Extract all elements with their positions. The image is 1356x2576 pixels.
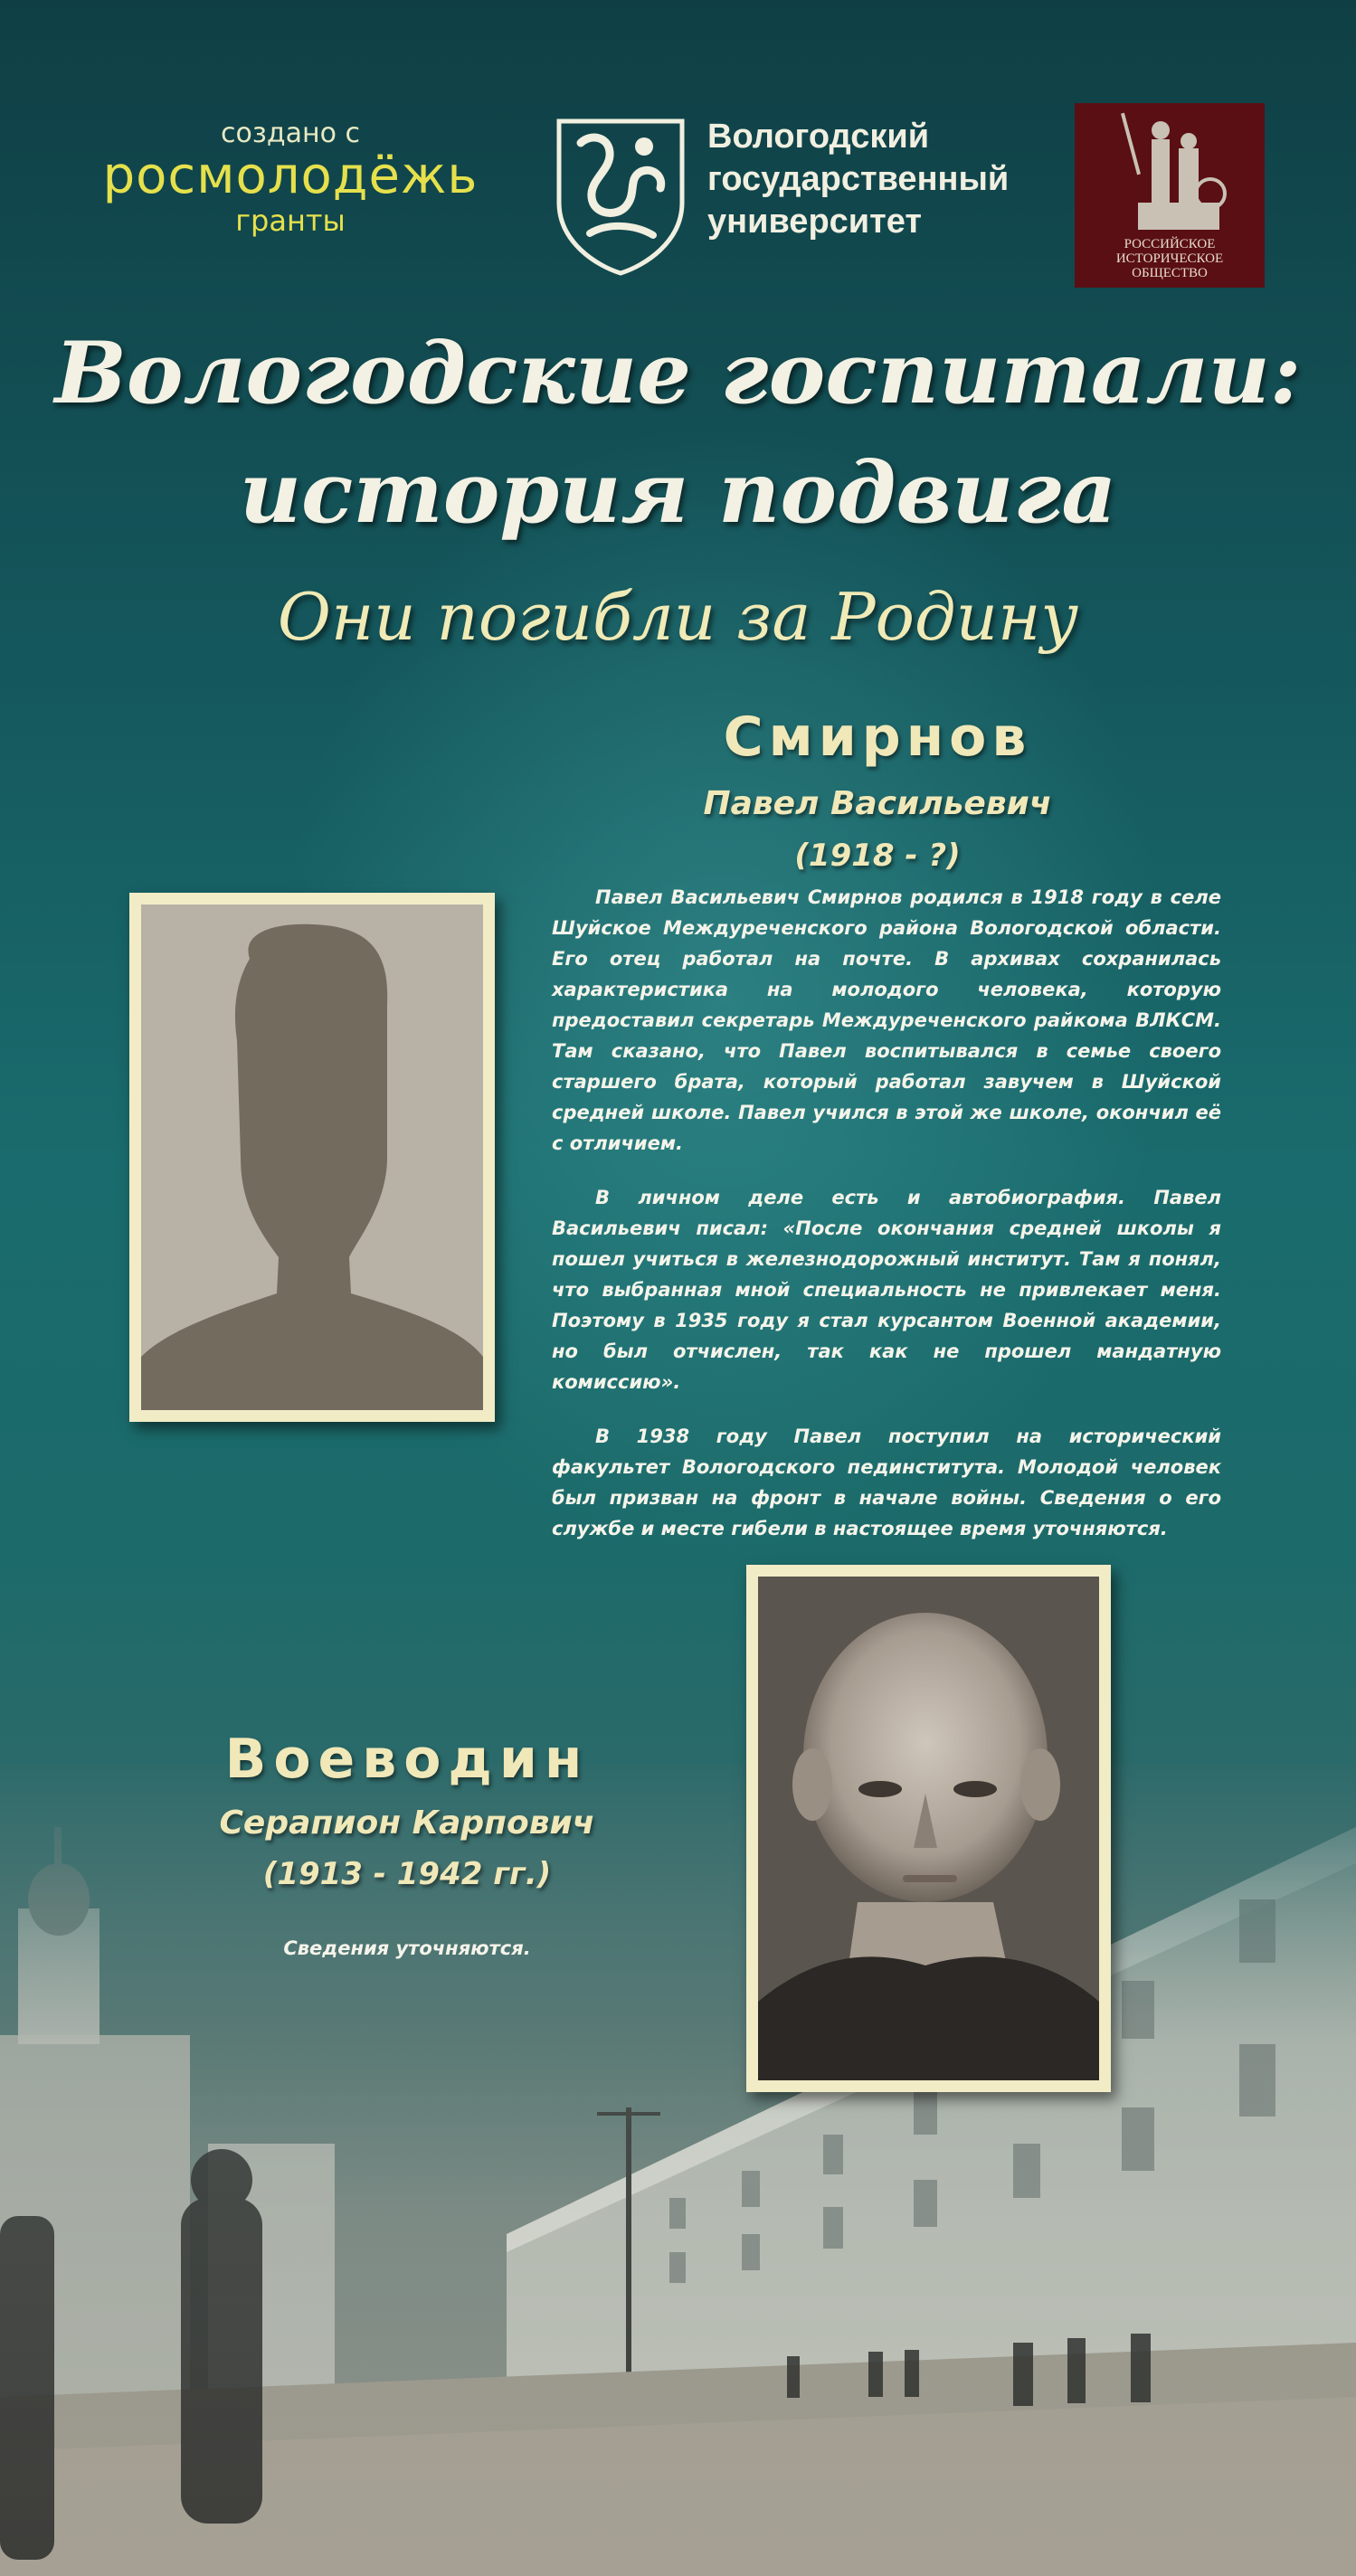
- person2-note: Сведения уточняются.: [283, 1937, 531, 1959]
- university-name: [707, 116, 1009, 243]
- society-logo: [1075, 103, 1265, 288]
- person2-years: (1913 - 1942 гг.): [262, 1856, 552, 1892]
- sponsor-line3: гранты: [235, 204, 346, 238]
- portrait-photo: [758, 1577, 1099, 2080]
- silhouette-placeholder-icon: [141, 904, 483, 1410]
- person1-photo: [141, 904, 483, 1410]
- society-name: [1075, 237, 1265, 280]
- university-line2: государственный: [707, 160, 1010, 198]
- bio-paragraph-2: В личном деле есть и автобиография. Павел Васильевич писал: «После окончания средней школы я пошел учиться в железнодорожный институт. Там я понял, что выбранная мной специальность не привлекает меня. Поэтому в 1935 году я стал курсантом Военной академии, но был отчислен, так как не прошел мандатную комиссию».: [552, 1187, 1221, 1393]
- person2-photo: [758, 1577, 1099, 2080]
- sponsor-logo: [87, 118, 494, 238]
- university-line1: Вологодский: [707, 118, 930, 156]
- monument-logo: [1075, 103, 1265, 239]
- bio-paragraph-3: В 1938 году Павел поступил на исторический факультет Вологодского пединститута. Молодой человек был призван на фронт в начале войны. Сведения о его службе и месте гибели в настоящее время уточняются.: [552, 1425, 1221, 1539]
- person1-years: (1918 - ?): [794, 838, 961, 874]
- sponsor-brand: росмолодёжь: [102, 147, 479, 205]
- person2-photo-frame: [746, 1565, 1111, 2092]
- person1-given-name: Павел Васильевич: [703, 785, 1052, 822]
- subtitle: Они погибли за Родину: [277, 579, 1079, 655]
- vsu-shield-logo: [554, 116, 687, 277]
- society-line3: ОБЩЕСТВО: [1132, 266, 1208, 280]
- bio-paragraph-1: Павел Васильевич Смирнов родился в 1918 году в селе Шуйское Междуреченского района Вологодской области. Его отец работал на почте. В архивах сохранилась характеристика на молодого человека, которую предоставил секретарь Междуреченского райкома ВЛКСМ. Там сказано, что Павел воспитывался в семье своего старшего брата, который работал завучем в Шуйской средней школе. Павел учился в этой же школе, окончил её с отличием.: [552, 886, 1221, 1154]
- title-line1: Вологодские госпитали:: [54, 324, 1302, 423]
- sponsor-line1: создано с: [221, 118, 360, 149]
- person2-surname: Воеводин: [224, 1728, 590, 1791]
- person1-surname: Смирнов: [723, 706, 1032, 769]
- society-line2: ИСТОРИЧЕСКОЕ: [1115, 251, 1224, 266]
- university-line3: университет: [707, 203, 922, 241]
- person1-photo-frame: [129, 893, 495, 1422]
- title-line2: история подвига: [239, 443, 1117, 543]
- person2-given-name: Серапион Карпович: [219, 1804, 595, 1842]
- person1-biography: [552, 882, 1221, 1567]
- society-line1: РОССИЙСКОЕ: [1124, 237, 1216, 251]
